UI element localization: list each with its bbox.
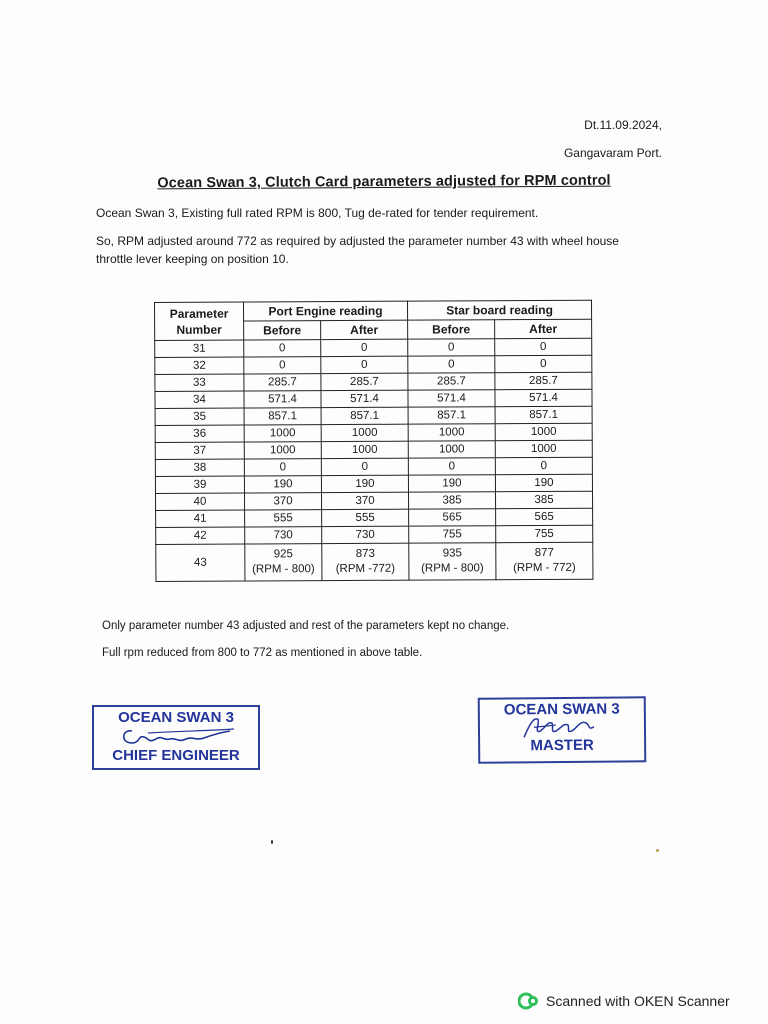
document-date: Dt.11.09.2024, bbox=[584, 118, 662, 132]
cell-stbd-after: 1000 bbox=[495, 423, 592, 441]
cell-port-after: 285.7 bbox=[321, 373, 408, 390]
intro-paragraph-1: Ocean Swan 3, Existing full rated RPM is 800, Tug de-rated for tender requirement. bbox=[96, 206, 539, 220]
cell-port-before: 857.1 bbox=[244, 408, 321, 425]
cell-port-after bbox=[322, 543, 409, 580]
intro-paragraph-2: So, RPM adjusted around 772 as required by adjusted the parameter number 43 with wheel house throttle lever keeping on position 10. bbox=[96, 234, 619, 266]
cell-stbd-after: 565 bbox=[496, 508, 593, 526]
cell-param: 37 bbox=[155, 442, 244, 459]
cell-port-before: 555 bbox=[245, 510, 322, 527]
cell-stbd-after: 571.4 bbox=[495, 389, 592, 407]
cell-stbd-after: 0 bbox=[495, 338, 592, 356]
header-port-after: After bbox=[321, 320, 408, 339]
stamp-ship-name: OCEAN SWAN 3 bbox=[118, 709, 234, 726]
scan-speck bbox=[271, 840, 273, 844]
cell-stbd-after: 0 bbox=[495, 457, 592, 475]
cell-port-before: 190 bbox=[244, 476, 321, 493]
header-parameter-label: Parameter Number bbox=[169, 306, 229, 337]
cell-stbd-after: 285.7 bbox=[495, 372, 592, 390]
cell-stbd-after: 0 bbox=[495, 355, 592, 373]
cell-stbd-before: 1000 bbox=[408, 424, 495, 441]
cell-port-before: 285.7 bbox=[244, 374, 321, 391]
cell-param: 33 bbox=[155, 374, 244, 391]
cell-param: 42 bbox=[156, 527, 245, 544]
cell-stbd-before: 190 bbox=[408, 475, 495, 492]
cell-stbd-after: 190 bbox=[495, 474, 592, 492]
cell-port-before bbox=[245, 544, 322, 581]
cell-stbd-after: 857.1 bbox=[495, 406, 592, 424]
cell-stbd-before: 1000 bbox=[408, 441, 495, 458]
cell-port-before: 571.4 bbox=[244, 391, 321, 408]
cell-port-after: 571.4 bbox=[321, 390, 408, 407]
cell-stbd-before: 0 bbox=[408, 339, 495, 356]
cell-port-before: 370 bbox=[245, 493, 322, 510]
cell-stbd-before: 565 bbox=[409, 509, 496, 526]
cell-stbd-before: 755 bbox=[409, 526, 496, 543]
cell-stbd-before bbox=[409, 543, 496, 580]
cell-param: 36 bbox=[155, 425, 244, 442]
document-title: Ocean Swan 3, Clutch Card parameters adjusted for RPM control bbox=[157, 172, 611, 192]
stamp-role: CHIEF ENGINEER bbox=[112, 747, 240, 764]
master-stamp bbox=[478, 696, 647, 763]
stamp-ship-name: OCEAN SWAN 3 bbox=[503, 700, 620, 719]
cell-stbd-before: 571.4 bbox=[408, 390, 495, 407]
cell-port-before: 730 bbox=[245, 527, 322, 544]
cell-stbd-after: 385 bbox=[495, 491, 592, 509]
cell-port-before: 0 bbox=[244, 357, 321, 374]
document-place: Gangavaram Port. bbox=[563, 146, 662, 160]
cell-stbd-before: 0 bbox=[408, 458, 495, 475]
header-port-before: Before bbox=[244, 321, 321, 340]
cell-port-after: 0 bbox=[321, 339, 408, 356]
header-port-engine: Port Engine reading bbox=[244, 301, 408, 321]
header-stbd-after: After bbox=[495, 319, 592, 339]
cell-value: 935 bbox=[442, 547, 462, 560]
header-stbd-before: Before bbox=[408, 320, 495, 339]
cell-value: 877 bbox=[534, 546, 554, 560]
cell-value: 925 bbox=[273, 548, 293, 561]
cell-stbd-after: 1000 bbox=[495, 440, 592, 458]
cell-param: 41 bbox=[156, 510, 245, 527]
scanner-text: Scanned with OKEN Scanner bbox=[546, 993, 730, 1009]
cell-param: 32 bbox=[155, 357, 244, 374]
parameters-table bbox=[154, 300, 593, 582]
cell-port-before: 1000 bbox=[244, 442, 321, 459]
cell-port-after: 370 bbox=[322, 492, 409, 509]
cell-param: 38 bbox=[155, 459, 244, 476]
cell-stbd-after bbox=[496, 542, 593, 580]
cell-param: 40 bbox=[156, 493, 245, 510]
cell-param: 43 bbox=[156, 544, 245, 581]
cell-port-after: 190 bbox=[321, 475, 408, 492]
cell-stbd-before: 285.7 bbox=[408, 373, 495, 390]
cell-param: 39 bbox=[155, 476, 244, 493]
cell-stbd-before: 385 bbox=[408, 492, 495, 509]
cell-value: 873 bbox=[355, 547, 375, 560]
cell-port-after: 0 bbox=[321, 356, 408, 373]
cell-port-after: 857.1 bbox=[321, 407, 408, 424]
cell-stbd-before: 0 bbox=[408, 356, 495, 373]
cell-param: 31 bbox=[155, 340, 244, 357]
chief-engineer-stamp bbox=[92, 705, 260, 770]
cell-port-before: 0 bbox=[244, 459, 321, 476]
cell-port-after: 730 bbox=[322, 526, 409, 543]
table-row-43 bbox=[156, 542, 593, 581]
cell-note: (RPM - 800) bbox=[252, 563, 315, 576]
scan-speck bbox=[656, 849, 659, 852]
cell-port-after: 1000 bbox=[321, 441, 408, 458]
cell-stbd-before: 857.1 bbox=[408, 407, 495, 424]
cell-note: (RPM -772) bbox=[335, 562, 396, 576]
note-line-1: Only parameter number 43 adjusted and rest of the parameters kept no change. bbox=[102, 620, 510, 632]
cell-param: 34 bbox=[155, 391, 244, 408]
cell-port-after: 1000 bbox=[321, 424, 408, 441]
header-parameter-number bbox=[155, 302, 244, 340]
stamp-role: MASTER bbox=[530, 736, 594, 755]
header-starboard: Star board reading bbox=[407, 300, 591, 320]
oken-scanner-logo-icon bbox=[518, 991, 540, 1011]
cell-param: 35 bbox=[155, 408, 244, 425]
cell-note: (RPM - 800) bbox=[421, 562, 484, 575]
cell-port-before: 1000 bbox=[244, 425, 321, 442]
cell-port-before: 0 bbox=[244, 340, 321, 357]
parameters-table-wrapper bbox=[154, 300, 593, 582]
table-header-row bbox=[155, 300, 592, 321]
cell-port-after: 0 bbox=[321, 458, 408, 475]
table-body bbox=[155, 338, 593, 581]
scanner-watermark bbox=[518, 991, 730, 1011]
chief-engineer-signature-icon bbox=[118, 723, 238, 749]
note-line-2: Full rpm reduced from 800 to 772 as mentioned in above table. bbox=[102, 647, 423, 659]
cell-note: (RPM - 772) bbox=[513, 561, 576, 575]
cell-port-after: 555 bbox=[322, 509, 409, 526]
cell-stbd-after: 755 bbox=[496, 525, 593, 543]
